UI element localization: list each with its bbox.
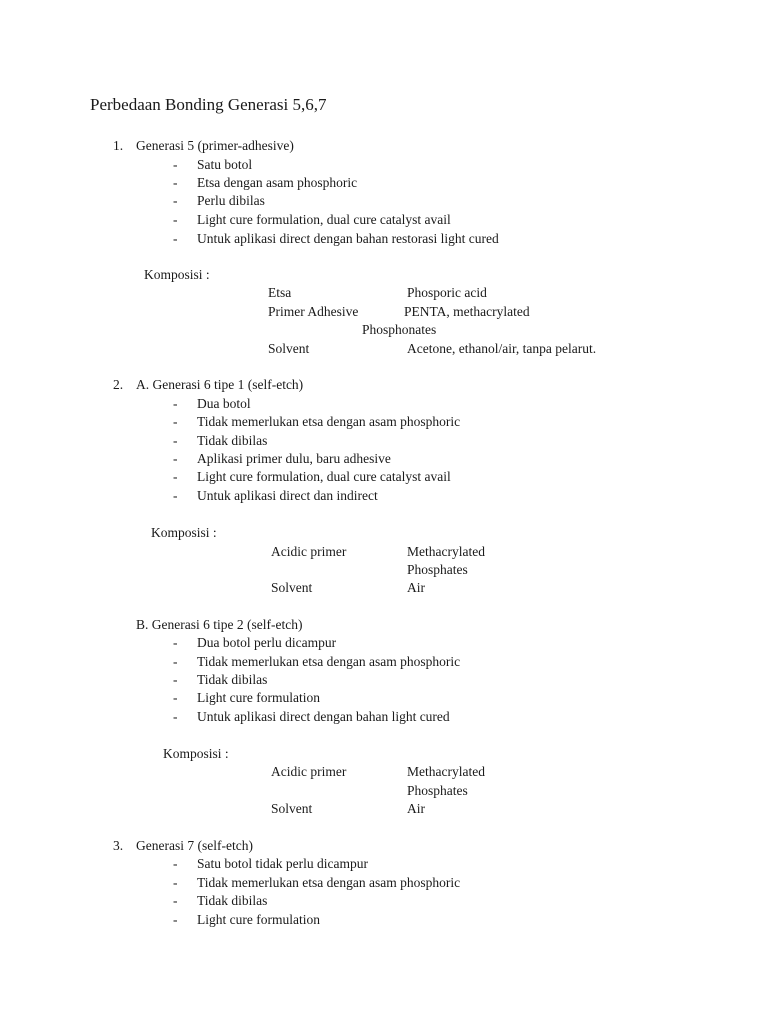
composition-name: Solvent xyxy=(268,341,310,356)
section-3-number: 3. xyxy=(113,838,124,853)
section-2b-bullet: Dua botol perlu dicampur xyxy=(197,635,337,650)
bullet-dash: - xyxy=(173,635,178,650)
bullet-dash: - xyxy=(173,893,178,908)
section-2a-bullet: Untuk aplikasi direct dan indirect xyxy=(197,488,378,503)
composition-value: Phosphates xyxy=(407,562,468,577)
section-1-bullet: Perlu dibilas xyxy=(197,193,265,208)
bullet-dash: - xyxy=(173,709,178,724)
bullet-dash: - xyxy=(173,875,178,890)
section-3-bullet: Tidak dibilas xyxy=(197,893,268,908)
composition-name: Acidic primer xyxy=(271,544,347,559)
section-2b-bullet: Tidak memerlukan etsa dengan asam phosphoric xyxy=(197,654,461,669)
section-1-komposisi-label: Komposisi : xyxy=(144,267,210,282)
section-2a-bullet: Tidak memerlukan etsa dengan asam phosphoric xyxy=(197,414,461,429)
section-1-number: 1. xyxy=(113,138,124,153)
composition-value: Phosporic acid xyxy=(407,285,487,300)
bullet-dash: - xyxy=(173,212,178,227)
section-1-bullet: Etsa dengan asam phosphoric xyxy=(197,175,358,190)
section-1-bullet: Satu botol xyxy=(197,157,253,172)
composition-name: Primer Adhesive xyxy=(268,304,359,319)
section-2b-bullet: Light cure formulation xyxy=(197,690,320,705)
composition-value: Methacrylated xyxy=(407,764,485,779)
bullet-dash: - xyxy=(173,469,178,484)
section-2a-bullet: Tidak dibilas xyxy=(197,433,268,448)
bullet-dash: - xyxy=(173,856,178,871)
bullet-dash: - xyxy=(173,912,178,927)
composition-name: Solvent xyxy=(271,580,313,595)
section-3-heading: Generasi 7 (self-etch) xyxy=(136,838,253,853)
bullet-dash: - xyxy=(173,690,178,705)
composition-value: Phosphonates xyxy=(362,322,437,337)
composition-name: Solvent xyxy=(271,801,313,816)
section-2b-bullet: Tidak dibilas xyxy=(197,672,268,687)
section-3-bullet: Light cure formulation xyxy=(197,912,320,927)
section-2a-bullet: Light cure formulation, dual cure catalyst avail xyxy=(197,469,451,484)
section-2a-bullet: Dua botol xyxy=(197,396,251,411)
section-1-bullet: Untuk aplikasi direct dengan bahan restorasi light cured xyxy=(197,231,499,246)
bullet-dash: - xyxy=(173,433,178,448)
section-2a-bullet: Aplikasi primer dulu, baru adhesive xyxy=(197,451,391,466)
section-1-heading: Generasi 5 (primer-adhesive) xyxy=(136,138,294,153)
section-2b-bullet: Untuk aplikasi direct dengan bahan light cured xyxy=(197,709,450,724)
section-2-number: 2. xyxy=(113,377,124,392)
section-3-bullet: Satu botol tidak perlu dicampur xyxy=(197,856,368,871)
bullet-dash: - xyxy=(173,231,178,246)
composition-value: Phosphates xyxy=(407,783,468,798)
bullet-dash: - xyxy=(173,654,178,669)
section-1-bullet: Light cure formulation, dual cure catalyst avail xyxy=(197,212,451,227)
bullet-dash: - xyxy=(173,396,178,411)
section-2b-komposisi-label: Komposisi : xyxy=(163,746,229,761)
document-title: Perbedaan Bonding Generasi 5,6,7 xyxy=(90,95,327,114)
composition-value: Methacrylated xyxy=(407,544,485,559)
bullet-dash: - xyxy=(173,672,178,687)
bullet-dash: - xyxy=(173,414,178,429)
bullet-dash: - xyxy=(173,451,178,466)
composition-value: Air xyxy=(407,580,425,595)
composition-value: Air xyxy=(407,801,425,816)
section-3-bullet: Tidak memerlukan etsa dengan asam phosphoric xyxy=(197,875,461,890)
section-2b-heading: B. Generasi 6 tipe 2 (self-etch) xyxy=(136,617,303,632)
bullet-dash: - xyxy=(173,157,178,172)
section-2a-komposisi-label: Komposisi : xyxy=(151,525,217,540)
bullet-dash: - xyxy=(173,488,178,503)
composition-name: Etsa xyxy=(268,285,292,300)
bullet-dash: - xyxy=(173,193,178,208)
composition-value: Acetone, ethanol/air, tanpa pelarut. xyxy=(407,341,597,356)
composition-name: Acidic primer xyxy=(271,764,347,779)
composition-value: PENTA, methacrylated xyxy=(404,304,530,319)
bullet-dash: - xyxy=(173,175,178,190)
section-2a-heading: A. Generasi 6 tipe 1 (self-etch) xyxy=(136,377,304,392)
